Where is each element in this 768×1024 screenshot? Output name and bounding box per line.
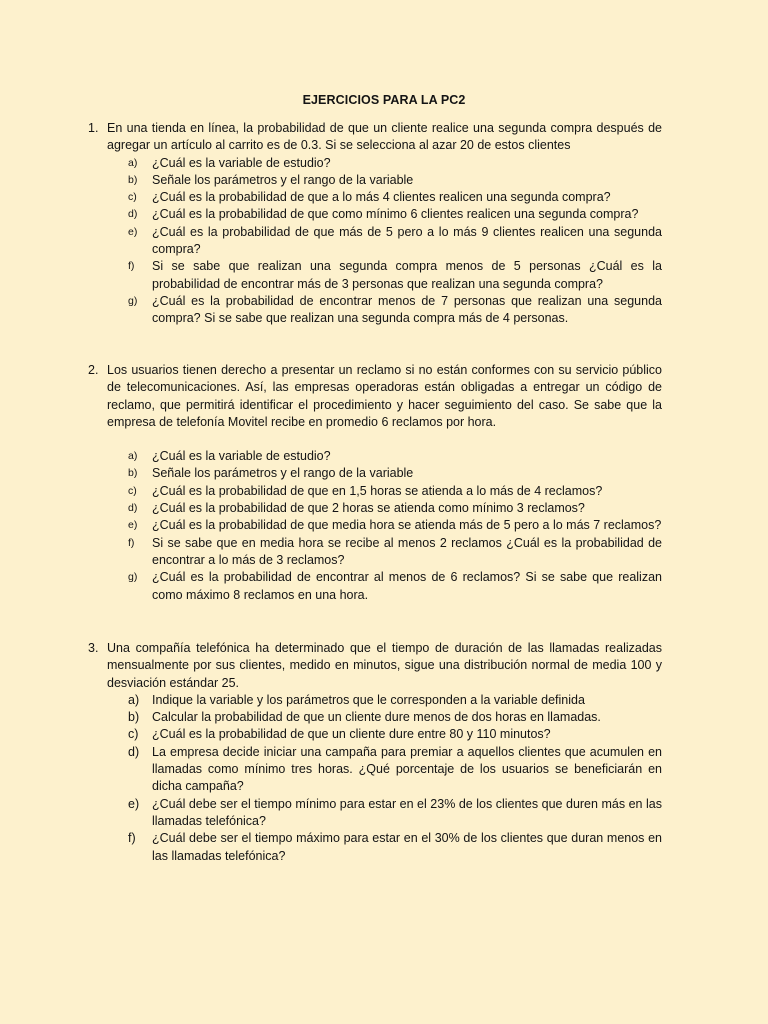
question-text: La empresa decide iniciar una campaña para premiar a aquellos clientes que acumulen en llamadas como mínimo tres horas. ¿Qué porcentaje de los usuarios se beneficiarán en dicha campaña? xyxy=(152,744,662,794)
exercise-statement xyxy=(88,120,662,155)
question-item xyxy=(88,744,662,796)
exercise-statement xyxy=(88,640,662,692)
question-item xyxy=(88,569,662,604)
exercise-number: 2. xyxy=(88,363,99,377)
question-letter: d) xyxy=(128,502,138,515)
question-letter: f) xyxy=(128,260,135,273)
question-text: ¿Cuál es la probabilidad de que más de 5 pero a lo más 9 clientes realicen una segunda compra? xyxy=(152,224,662,257)
question-letter: c) xyxy=(128,727,139,742)
question-text: ¿Cuál es la variable de estudio? xyxy=(152,449,331,464)
question-text: ¿Cuál es la probabilidad de que en 1,5 horas se atienda a lo más de 4 reclamos? xyxy=(152,483,603,498)
question-text: Si se sabe que en media hora se recibe al menos 2 reclamos ¿Cuál es la probabilidad de encontrar a lo más de 3 reclamos? xyxy=(152,535,662,567)
question-item xyxy=(88,155,662,172)
question-letter: a) xyxy=(128,450,138,463)
question-item xyxy=(88,448,662,465)
question-text: ¿Cuál es la probabilidad de que media hora se atienda más de 5 pero a lo más 7 reclamos? xyxy=(152,518,662,533)
question-letter: e) xyxy=(128,519,138,532)
question-item xyxy=(88,830,662,865)
question-item xyxy=(88,224,662,259)
page-title: EJERCICIOS PARA LA PC2 xyxy=(302,93,466,107)
question-item xyxy=(88,189,662,206)
question-item xyxy=(88,293,662,328)
exercise-number: 1. xyxy=(88,121,99,135)
question-text: ¿Cuál es la probabilidad de que como mínimo 6 clientes realicen una segunda compra? xyxy=(152,207,639,222)
question-item xyxy=(88,206,662,223)
exercise-2 xyxy=(88,362,662,604)
question-item xyxy=(88,258,662,293)
exercise-text: Una compañía telefónica ha determinado que el tiempo de duración de las llamadas realizadas mensualmente por sus clientes, medido en minutos, sigue una distribución normal de media 100 y desviación estándar 25. xyxy=(107,641,662,690)
question-item xyxy=(88,172,662,189)
question-text: ¿Cuál debe ser el tiempo mínimo para estar en el 23% de los clientes que duren más en las llamadas telefónica? xyxy=(152,796,662,828)
question-letter: c) xyxy=(128,484,137,497)
question-text: Calcular la probabilidad de que un cliente dure menos de dos horas en llamadas. xyxy=(152,710,601,725)
question-letter: f) xyxy=(128,536,135,549)
question-letter: b) xyxy=(128,710,140,725)
question-text: ¿Cuál es la probabilidad de que 2 horas se atienda como mínimo 3 reclamos? xyxy=(152,501,585,516)
question-letter: e) xyxy=(128,796,140,811)
question-letter: a) xyxy=(128,156,138,169)
question-letter: d) xyxy=(128,744,140,759)
question-letter: e) xyxy=(128,225,138,238)
question-item xyxy=(88,535,662,570)
question-item xyxy=(88,796,662,831)
question-text: ¿Cuál es la probabilidad de que a lo más 4 clientes realicen una segunda compra? xyxy=(152,190,611,205)
exercise-text: En una tienda en línea, la probabilidad de que un cliente realice una segunda compra después de agregar un artículo al carrito es de 0.3. Si se selecciona al azar 20 de estos clientes xyxy=(107,121,662,153)
question-letter: g) xyxy=(128,571,138,584)
question-list xyxy=(88,155,662,328)
question-item xyxy=(88,726,662,743)
question-item xyxy=(88,500,662,517)
spacer xyxy=(88,431,662,448)
question-text: Señale los parámetros y el rango de la variable xyxy=(152,172,414,187)
question-letter: c) xyxy=(128,191,137,204)
question-text: ¿Cuál es la probabilidad de encontrar menos de 7 personas que realizan una segunda compra? Si se sabe que realizan una segunda compra más de 4 personas. xyxy=(152,293,662,326)
exercise-number: 3. xyxy=(88,641,99,655)
question-letter: a) xyxy=(128,692,140,707)
question-letter: d) xyxy=(128,208,138,221)
question-text: Señale los parámetros y el rango de la variable xyxy=(152,466,414,481)
question-item xyxy=(88,692,662,709)
question-text: Indique la variable y los parámetros que le corresponden a la variable definida xyxy=(152,692,585,707)
question-letter: g) xyxy=(128,294,138,307)
question-text: ¿Cuál debe ser el tiempo máximo para estar en el 30% de los clientes que duran menos en las llamadas telefónica? xyxy=(152,831,662,863)
question-text: ¿Cuál es la probabilidad de encontrar al menos de 6 reclamos? Si se sabe que realizan como máximo 8 reclamos en una hora. xyxy=(152,570,662,602)
question-letter: f) xyxy=(128,831,136,846)
question-list xyxy=(88,448,662,604)
question-text: Si se sabe que realizan una segunda compra menos de 5 personas ¿Cuál es la probabilidad de encontrar más de 3 personas que realizan una segunda compra? xyxy=(152,259,662,291)
exercise-statement xyxy=(88,362,662,431)
question-item xyxy=(88,483,662,500)
question-letter: b) xyxy=(128,467,138,480)
question-item xyxy=(88,709,662,726)
exercise-text: Los usuarios tienen derecho a presentar un reclamo si no están conformes con su servicio público de telecomunicaciones. Así, las empresas operadoras están obligadas a entregar un código de reclamo, que permitirá identificar el procedimiento y hacer seguimiento del caso. Se sabe que la empresa de telefonía Movitel recibe en promedio 6 reclamos por hora. xyxy=(107,363,662,429)
question-text: ¿Cuál es la variable de estudio? xyxy=(152,155,331,170)
exercise-1 xyxy=(88,120,662,328)
question-item xyxy=(88,517,662,534)
question-list xyxy=(88,692,662,865)
exercise-3 xyxy=(88,640,662,865)
question-item xyxy=(88,465,662,482)
question-text: ¿Cuál es la probabilidad de que un cliente dure entre 80 y 110 minutos? xyxy=(152,727,551,742)
question-letter: b) xyxy=(128,173,138,186)
